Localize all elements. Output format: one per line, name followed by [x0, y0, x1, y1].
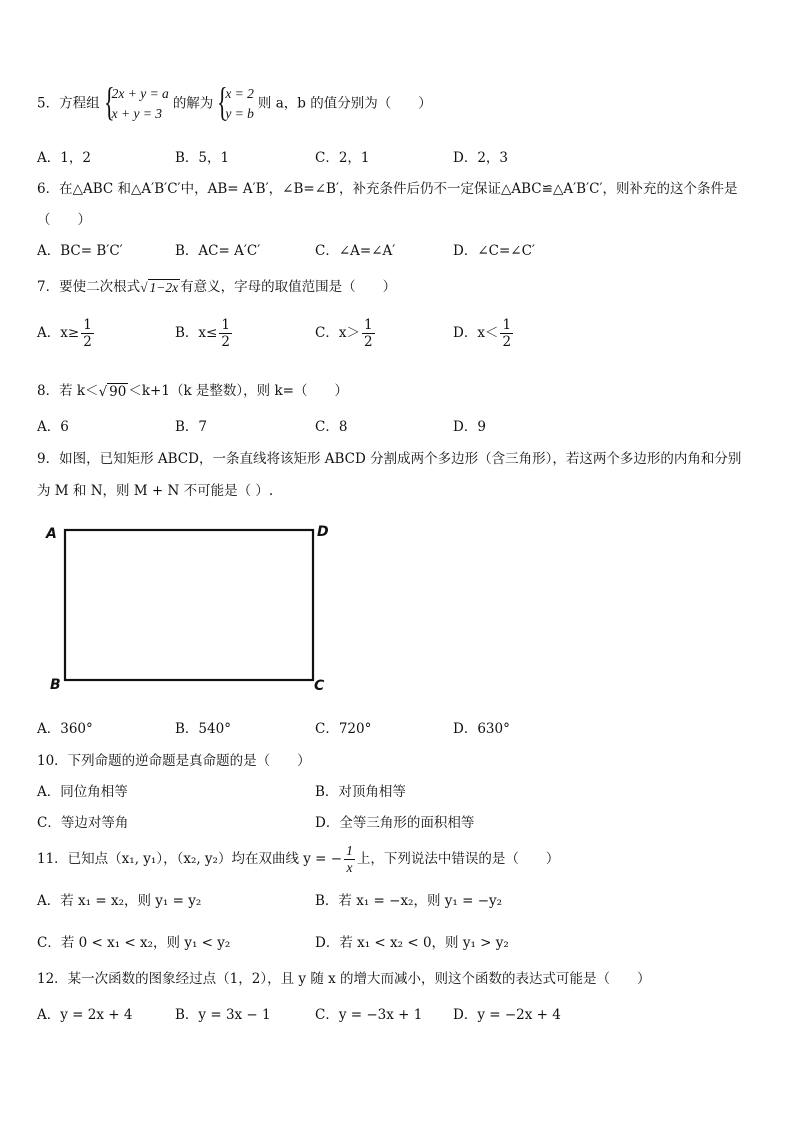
q5-stem-a: 5．方程组 [37, 95, 100, 112]
question-7-stem [37, 275, 396, 296]
sqrt-symbol-icon: √ [140, 279, 148, 295]
q10-option-a[interactable]: A．同位角相等 [37, 784, 128, 800]
q5-sol-2: y = b [225, 106, 254, 121]
q11-option-c[interactable]: C．若 0 < x₁ < x₂，则 y₁ < y₂ [37, 935, 231, 951]
q5-option-a[interactable]: A．1，2 [37, 150, 91, 166]
question-8-stem [37, 379, 348, 400]
fraction-numerator: 1 [83, 317, 92, 333]
q6-option-b[interactable]: B．AC= A′C′ [175, 243, 261, 259]
q7-radicand: 1−2x [149, 279, 179, 295]
q7-option-a-fraction [81, 317, 94, 350]
q7-option-d-fraction [500, 317, 513, 350]
q11-option-a[interactable]: A．若 x₁ = x₂，则 y₁ = y₂ [37, 893, 202, 909]
q8-stem-b: ＜k+1（k 是整数），则 k=（ ） [128, 383, 348, 399]
q9-option-a[interactable]: A．360° [37, 721, 93, 737]
q7-option-a[interactable] [37, 317, 96, 350]
q10-option-b[interactable]: B．对顶角相等 [315, 784, 406, 800]
fraction-denominator: 2 [502, 334, 512, 350]
fraction-numerator: 1 [221, 317, 230, 333]
fraction-numerator: 1 [502, 317, 512, 333]
q8-radicand: 90 [109, 383, 127, 400]
q7-stem-a: 7．要使二次根式 [37, 279, 141, 295]
q11-stem-b: 上，下列说法中错误的是（ ） [356, 851, 560, 867]
question-6-stem-cont: （ ） [37, 212, 91, 228]
q10-option-c[interactable]: C．等边对等角 [37, 815, 129, 831]
fraction-numerator: 1 [346, 843, 353, 858]
q8-option-a[interactable]: A．6 [37, 419, 69, 435]
q5-eq-1: 2x + y = a [111, 86, 169, 101]
q10-option-d[interactable]: D．全等三角形的面积相等 [315, 815, 475, 831]
q6-option-a[interactable]: A．BC= B′C′ [37, 243, 123, 259]
fraction-denominator: 2 [221, 334, 230, 350]
q7-option-b-fraction [219, 317, 232, 350]
fraction-denominator: 2 [363, 334, 373, 350]
question-6-stem: 6．在△ABC 和△A′B′C′中，AB= A′B′，∠B=∠B′，补充条件后仍不一定保证△ABC≌△A′B′C′，则补充的这个条件是 [37, 181, 738, 197]
q7-option-d-prefix: D．x＜ [453, 325, 499, 341]
q7-option-a-prefix: A．x≥ [37, 325, 80, 341]
q11-option-b[interactable]: B．若 x₁ = −x₂，则 y₁ = −y₂ [315, 893, 503, 909]
q5-option-d[interactable]: D．2，3 [453, 150, 509, 166]
question-10-stem: 10．下列命题的逆命题是真命题的是（ ） [37, 753, 311, 769]
question-5-stem [37, 79, 432, 124]
q7-option-c-prefix: C．x＞ [315, 325, 360, 341]
q5-stem-c: 则 a，b 的值分别为（ ） [257, 95, 432, 112]
q6-option-c[interactable]: C．∠A=∠A′ [315, 243, 396, 259]
question-9-stem: 9．如图，已知矩形 ABCD，一条直线将该矩形 ABCD 分割成两个多边形（含三角形），若这两个多边形的内角和分别 [37, 451, 742, 467]
q8-radical [99, 384, 129, 400]
question-11-stem [37, 843, 559, 876]
fraction-denominator: 2 [83, 334, 92, 350]
vertex-d-label: D [317, 524, 329, 540]
sqrt-symbol-icon: √ [98, 383, 108, 400]
q5-option-b[interactable]: B．5，1 [175, 150, 230, 166]
q12-option-b[interactable]: B．y = 3x − 1 [175, 1007, 271, 1023]
q5-option-c[interactable]: C．2，1 [315, 150, 370, 166]
q12-option-c[interactable]: C．y = −3x + 1 [315, 1007, 423, 1023]
q7-stem-b: 有意义，字母的取值范围是（ ） [180, 279, 397, 295]
question-9-stem-cont: 为 M 和 N，则 M + N 不可能是（ ）. [37, 483, 274, 499]
q12-option-a[interactable]: A．y = 2x + 4 [37, 1007, 133, 1023]
vertex-c-label: C [314, 678, 325, 694]
q5-sol-1: x = 2 [225, 86, 254, 101]
q11-option-d[interactable]: D．若 x₁ < x₂ < 0，则 y₁ > y₂ [315, 935, 509, 951]
vertex-b-label: B [50, 677, 61, 693]
rectangle-abcd-figure [40, 515, 340, 697]
q7-option-b[interactable] [175, 317, 234, 350]
q9-option-c[interactable]: C．720° [315, 721, 372, 737]
q7-radical [140, 280, 180, 296]
q5-eq-2: x + y = 3 [111, 106, 163, 121]
q7-option-c-fraction [362, 317, 375, 350]
q11-fraction [344, 843, 355, 876]
q9-option-b[interactable]: B．540° [175, 721, 231, 737]
q7-option-b-prefix: B．x≤ [175, 325, 218, 341]
q11-stem-a: 11．已知点（x₁, y₁），（x₂, y₂）均在双曲线 y = − [37, 851, 343, 867]
q8-option-b[interactable]: B．7 [175, 419, 208, 435]
q5-system-equations: { 2x + y = a x + y = 3 [103, 79, 169, 124]
q5-stem-b: 的解为 [172, 95, 214, 112]
q9-option-d[interactable]: D．630° [453, 721, 510, 737]
rectangle-abcd [65, 530, 313, 680]
vertex-a-label: A [46, 526, 57, 542]
q8-option-d[interactable]: D．9 [453, 419, 486, 435]
q5-solution-system: { x = 2 y = b [217, 79, 254, 124]
fraction-denominator: x [346, 860, 353, 875]
q8-stem-a: 8．若 k＜ [37, 383, 99, 399]
q6-option-d[interactable]: D．∠C=∠C′ [453, 243, 535, 259]
q8-option-c[interactable]: C．8 [315, 419, 348, 435]
q7-option-d[interactable] [453, 317, 515, 350]
fraction-numerator: 1 [363, 317, 373, 333]
question-12-stem: 12．某一次函数的图象经过点（1，2），且 y 随 x 的增大而减小，则这个函数的表达式可能是（ ） [37, 971, 651, 987]
q12-option-d[interactable]: D．y = −2x + 4 [453, 1007, 561, 1023]
q7-option-c[interactable] [315, 317, 377, 350]
